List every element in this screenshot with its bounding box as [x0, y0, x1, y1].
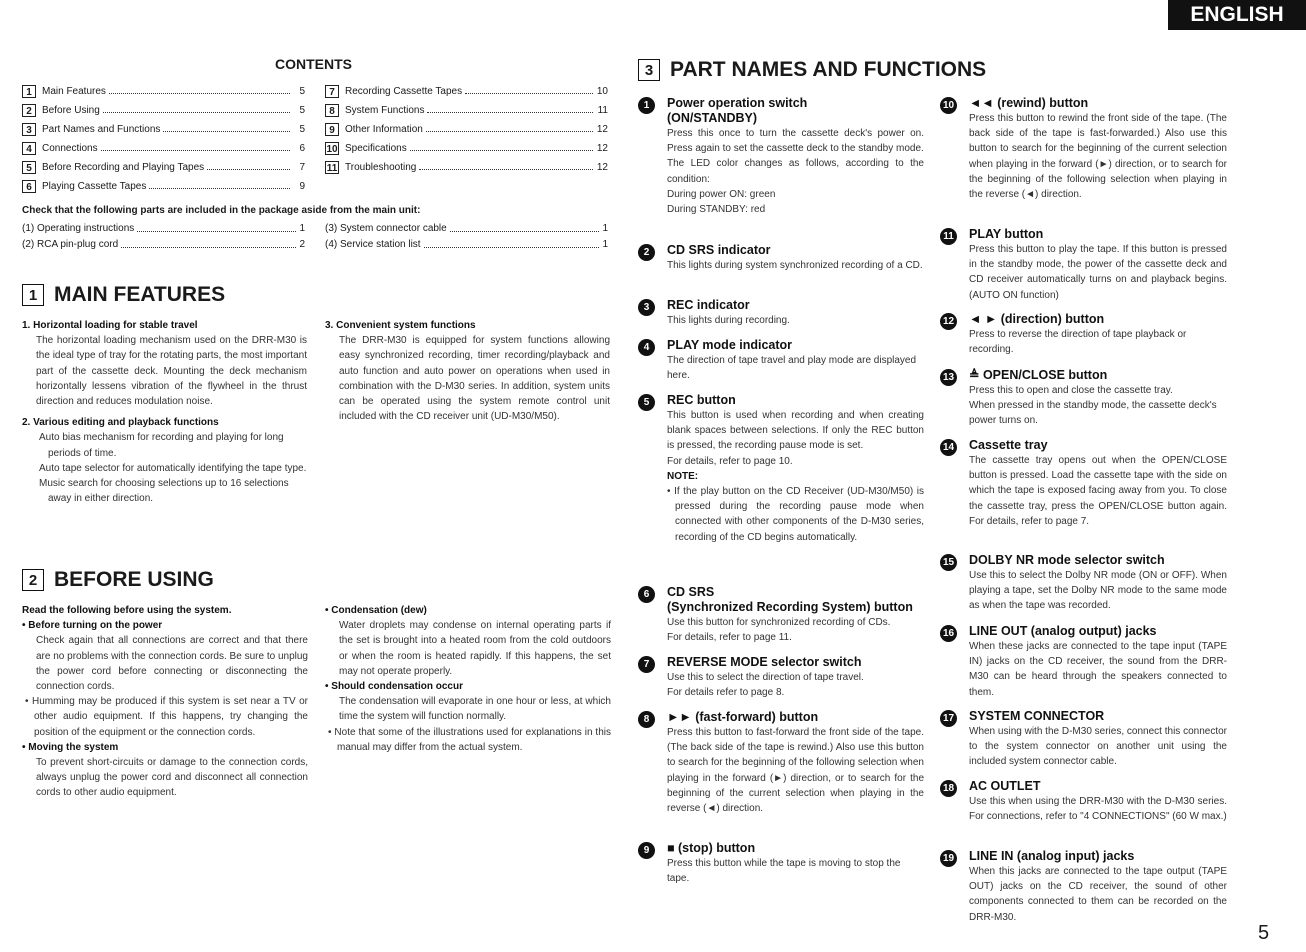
part-item: 10 ◄◄ (rewind) button Press this button to rewind the front side of the tape. (The back side of the tape is fast-forwarded.) Also use this button to search for the beginning of the current selection when playing in the forward (►) direction, or to search for the beginning of the following selection when playing in the reverse (◄) direction.	[940, 96, 1227, 202]
package-item: (4) Service station list 1	[325, 239, 608, 250]
toc-entry[interactable]: 8 System Functions 11	[325, 101, 608, 120]
package-list-left	[22, 221, 305, 253]
language-tab: ENGLISH	[1168, 0, 1306, 30]
part-item: 14 Cassette tray The cassette tray opens out when the OPEN/CLOSE button is pressed. Load the cassette tape with the side on which the tape is exposed facing away from you. To close the cassette tray, press the OPEN/CLOSE button again. For details, refer to page 7.	[940, 438, 1227, 529]
part-item: 19 LINE IN (analog input) jacks When this jacks are connected to the tape output (TAPE OUT) jacks on the CD receiver, the sound of other components connected to them can be recorded on the DRR-M30.	[940, 849, 1227, 925]
toc-left	[22, 82, 305, 196]
part-item: 15 DOLBY NR mode selector switch Use this to select the Dolby NR mode (ON or OFF). When playing a tape, set the Dolby NR mode to the same mode as when the tape was recorded.	[940, 553, 1227, 614]
part-item: 12 ◄ ► (direction) button Press to reverse the direction of tape playback or recording.	[940, 312, 1227, 357]
main-features-right-col: 3. Convenient system functions The DRR-M30 is equipped for system functions allowing easy synchronized recording, timer recording/playback and auto function and auto power on operations when used in combination with the D-M30 series. In addition, system units can be operated using the system remote control unit included with the CD receiver unit (UD-M30/M50).	[325, 320, 610, 423]
part-item: 8 ►► (fast-forward) button Press this button to fast-forward the front side of the tape. (The back side of the tape is rewind.) Also use this button to search for the beginning of the following selection when playing in the forward (►) direction, or to search for the beginning of the current selection when playing in the reverse (◄) direction.	[638, 710, 924, 816]
contents-title: CONTENTS	[275, 56, 352, 72]
part-item: 9 ■ (stop) button Press this button while the tape is moving to stop the tape.	[638, 841, 924, 886]
main-features-left-col: 1. Horizontal loading for stable travel The horizontal loading mechanism used on the DRR-M30 is the ideal type of tray for the rotating parts, the most important part of the cassette deck. Mounting the deck mechanism horizontally lessens vibration of the flywheel in the thrust direction and reduces modulation noise. 2. Various editing and playback functions Auto bias mechanism for recording and playing for long periods of time. Auto tape selector for automatically identifying the tape type. Music search for choosing selections up to 16 selections away in either direction.	[22, 320, 307, 505]
before-using-right-col: • Condensation (dew) Water droplets may condense on internal operating parts if the set is brought into a heated room from the cold outdoors or when the room is heated rapidly. If this happens, the set may not operate properly. • Should condensation occur The condensation will evaporate in one hour or less, at which time the system will function normally. • Note that some of the illustrations used for explanations in this manual may differ from the actual system.	[325, 605, 611, 753]
toc-entry[interactable]: 1 Main Features 5	[22, 82, 305, 101]
part-item: 3 REC indicator This lights during recording.	[638, 298, 924, 328]
part-item: 16 LINE OUT (analog output) jacks When these jacks are connected to the tape input (TAPE IN) jacks on the CD receiver, the sound from the DRR-M30 can be heard through the speakers connected to them.	[940, 624, 1227, 700]
toc-entry[interactable]: 10 Specifications 12	[326, 143, 608, 155]
main-features-heading: 1 MAIN FEATURES	[22, 283, 225, 307]
toc-right	[325, 82, 608, 177]
before-using-left-col: Read the following before using the system. • Before turning on the power Check again that all connections are correct and that there are no problems with the connection cords. Be sure to unplug the power cord before connecting or disconnecting the connection cords. • Humming may be produced if this system is set near a TV or other audio equipment. If this happens, try changing the position of the equipment or the connection cords. • Moving the system To prevent short-circuits or damage to the connection cords, always unplug the power cord and disconnect all connection cords to other audio equipment.	[22, 605, 308, 799]
part-item: 18 AC OUTLET Use this when using the DRR-M30 with the D-M30 series. For connections, refer to "4 CONNECTIONS" (60 W max.)	[940, 779, 1227, 824]
part-item: 1 Power operation switch (ON/STANDBY) Press this once to turn the cassette deck's power on. Press again to set the cassette deck to the standby mode. The LED color changes as follows, according to the condition: During power ON: green During STANDBY: red	[638, 96, 924, 217]
part-item: 11 PLAY button Press this button to play the tape. If this button is pressed in the standby mode, the power of the cassette deck and CD receiver automatically turns on and playback begins. (AUTO ON function)	[940, 227, 1227, 303]
part-item: 13 ≜ OPEN/CLOSE button Press this to open and close the cassette tray. When pressed in the standby mode, the cassette deck's power turns on.	[940, 368, 1227, 429]
toc-entry[interactable]: 11 Troubleshooting 12	[326, 162, 608, 174]
part-item: 2 CD SRS indicator This lights during system synchronized recording of a CD.	[638, 243, 924, 273]
toc-entry[interactable]: 3 Part Names and Functions 5	[22, 120, 305, 139]
part-item: 4 PLAY mode indicator The direction of tape travel and play mode are displayed here.	[638, 338, 924, 383]
part-item: 7 REVERSE MODE selector switch Use this to select the direction of tape travel. For details refer to page 8.	[638, 655, 924, 700]
package-item: (1) Operating instructions 1	[22, 223, 305, 234]
package-list-right	[325, 221, 608, 253]
package-check-title: Check that the following parts are included in the package aside from the main unit:	[22, 205, 421, 216]
toc-entry[interactable]: 4 Connections 6	[22, 139, 305, 158]
toc-entry[interactable]: 6 Playing Cassette Tapes 9	[22, 177, 305, 196]
page-number: 5	[1258, 922, 1270, 944]
toc-entry[interactable]: 9 Other Information 12	[325, 120, 608, 139]
toc-entry[interactable]: 7 Recording Cassette Tapes 10	[325, 82, 608, 101]
toc-entry[interactable]: 2 Before Using 5	[22, 101, 305, 120]
part-item: 17 SYSTEM CONNECTOR When using with the D-M30 series, connect this connector to the system connector on another unit using the included system connector cable.	[940, 709, 1227, 770]
toc-entry[interactable]: 5 Before Recording and Playing Tapes 7	[22, 158, 305, 177]
part-item: 5 REC button This button is used when recording and when creating blank spaces between selections. If only the REC button is pressed, the recording pause mode is set. For details, refer to page 10. NOTE: • If the play button on the CD Receiver (UD-M30/M50) is pressed during the recording pause mode when connected with other components of the D-M30 series, recording of the CD begins automatically.	[638, 393, 924, 545]
part-names-heading: 3 PART NAMES AND FUNCTIONS	[638, 58, 986, 82]
package-item: (3) System connector cable 1	[325, 223, 608, 234]
part-item: 6 CD SRS (Synchronized Recording System) button Use this button for synchronized recording of CDs. For details, refer to page 11.	[638, 585, 924, 645]
package-item: (2) RCA pin-plug cord 2	[22, 239, 305, 250]
before-using-heading: 2 BEFORE USING	[22, 568, 214, 592]
